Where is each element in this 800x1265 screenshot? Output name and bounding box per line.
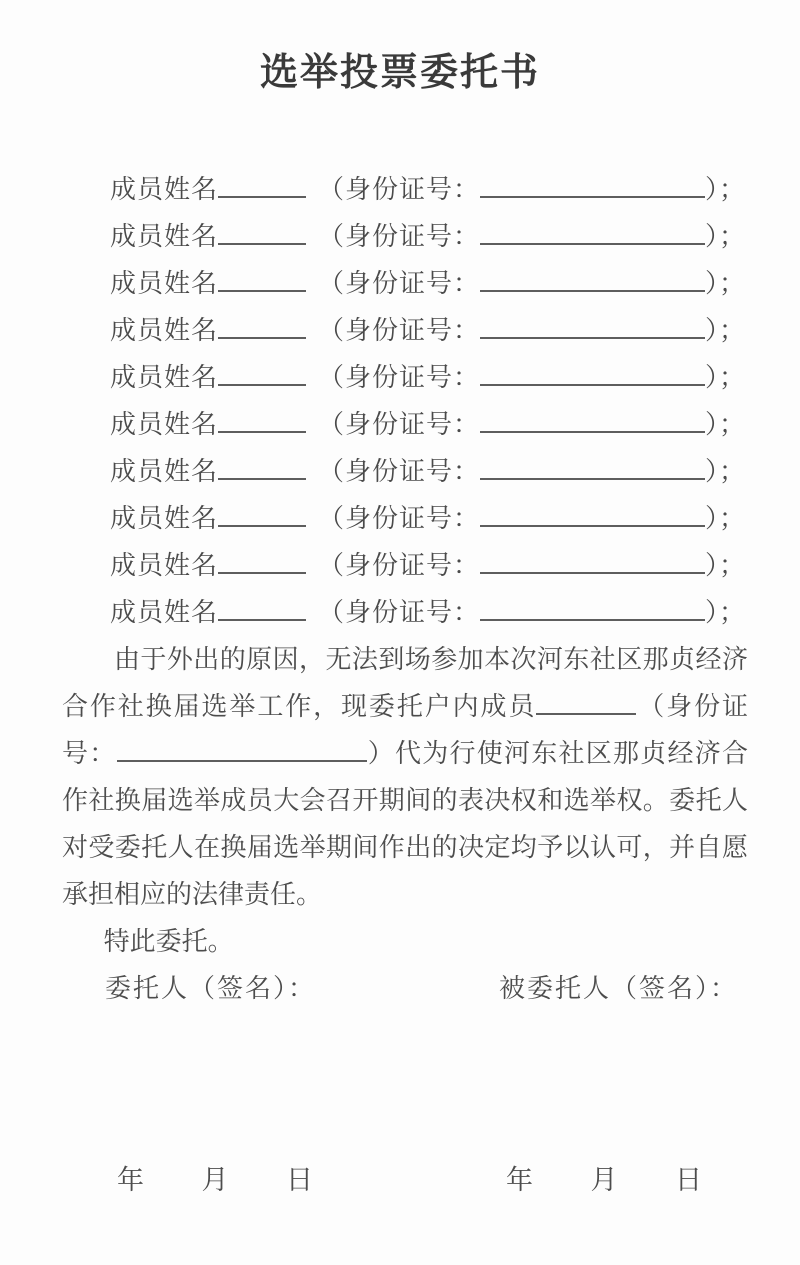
member-id-blank — [480, 264, 705, 292]
member-row — [110, 307, 800, 354]
paragraph-blank — [117, 734, 367, 762]
member-name-blank — [218, 170, 306, 198]
member-id-label: （身份证号： — [318, 551, 481, 580]
member-row — [110, 260, 800, 307]
member-id-label: （身份证号： — [318, 363, 481, 392]
member-id-blank — [480, 358, 705, 386]
member-row-end: ）； — [705, 363, 747, 392]
member-row — [110, 354, 800, 401]
paragraph-text: 由于外出的原因，无法到场参加本次河东社区那贞经济合作社换届选举工作，现委托户内成员 — [62, 645, 748, 721]
agent-signature-label: 被委托人（签名）： — [498, 974, 738, 1003]
principal-year-label: 年 — [117, 1165, 144, 1195]
member-name-blank — [218, 593, 306, 621]
member-name-blank — [218, 452, 306, 480]
paragraph-blank — [536, 687, 636, 715]
member-row-end: ）； — [705, 598, 747, 627]
member-name-blank — [218, 311, 306, 339]
member-row — [110, 448, 800, 495]
member-name-label: 成员姓名 — [110, 269, 219, 298]
member-row — [110, 495, 800, 542]
agent-month-label: 月 — [590, 1165, 618, 1195]
member-name-blank — [218, 499, 306, 527]
member-id-label: （身份证号： — [318, 504, 481, 533]
member-id-blank — [480, 452, 705, 480]
member-row-end: ）； — [705, 269, 747, 298]
member-name-blank — [218, 217, 306, 245]
member-row — [110, 542, 800, 589]
member-name-label: 成员姓名 — [110, 551, 219, 580]
principal-signature-label: 委托人（签名）： — [105, 974, 317, 1003]
member-id-label: （身份证号： — [318, 175, 481, 204]
member-name-label: 成员姓名 — [110, 410, 219, 439]
agent-year-label: 年 — [506, 1165, 533, 1195]
member-id-blank — [480, 593, 705, 621]
member-id-blank — [480, 170, 705, 198]
member-name-blank — [218, 264, 306, 292]
member-name-label: 成员姓名 — [110, 222, 219, 251]
member-row-end: ）； — [705, 504, 747, 533]
member-row — [110, 166, 800, 213]
member-list — [110, 166, 800, 636]
member-row-end: ）； — [705, 175, 747, 204]
member-id-label: （身份证号： — [318, 457, 481, 486]
member-name-blank — [218, 358, 306, 386]
closing-statement: 特此委托。 — [103, 927, 234, 956]
declaration-paragraph — [62, 636, 748, 918]
signature-row — [105, 965, 738, 1012]
member-row-end: ）； — [705, 551, 747, 580]
paragraph-text: （身份证号： — [62, 692, 748, 768]
member-row-end: ）； — [705, 457, 747, 486]
member-name-blank — [218, 405, 306, 433]
member-id-label: （身份证号： — [318, 316, 481, 345]
member-row-end: ）； — [705, 316, 747, 345]
principal-month-label: 月 — [201, 1165, 229, 1195]
agent-day-label: 日 — [675, 1165, 702, 1195]
member-id-label: （身份证号： — [318, 222, 481, 251]
member-name-label: 成员姓名 — [110, 316, 219, 345]
member-id-blank — [480, 217, 705, 245]
member-id-label: （身份证号： — [318, 269, 481, 298]
member-row — [110, 589, 800, 636]
member-id-blank — [480, 311, 705, 339]
member-id-label: （身份证号： — [318, 598, 481, 627]
principal-day-label: 日 — [286, 1165, 313, 1195]
paragraph-text: ）代为行使河东社区那贞经济合作社换届选举成员大会召开期间的表决权和选举权。委托人对受委托人在换届选举期间作出的决定均予以认可，并自愿承担相应的法律责任。 — [62, 739, 748, 909]
member-row-end: ）； — [705, 410, 747, 439]
member-row-end: ）； — [705, 222, 747, 251]
member-name-label: 成员姓名 — [110, 504, 219, 533]
member-name-label: 成员姓名 — [110, 363, 219, 392]
member-name-label: 成员姓名 — [110, 175, 219, 204]
agent-date — [506, 1160, 702, 1200]
member-row — [110, 213, 800, 260]
page-title: 选举投票委托书 — [259, 52, 540, 94]
principal-date — [117, 1160, 313, 1200]
date-row — [0, 1160, 800, 1200]
member-id-blank — [480, 405, 705, 433]
member-name-blank — [218, 546, 306, 574]
member-id-blank — [480, 546, 705, 574]
member-row — [110, 401, 800, 448]
member-id-blank — [480, 499, 705, 527]
member-id-label: （身份证号： — [318, 410, 481, 439]
member-name-label: 成员姓名 — [110, 598, 219, 627]
member-name-label: 成员姓名 — [110, 457, 219, 486]
